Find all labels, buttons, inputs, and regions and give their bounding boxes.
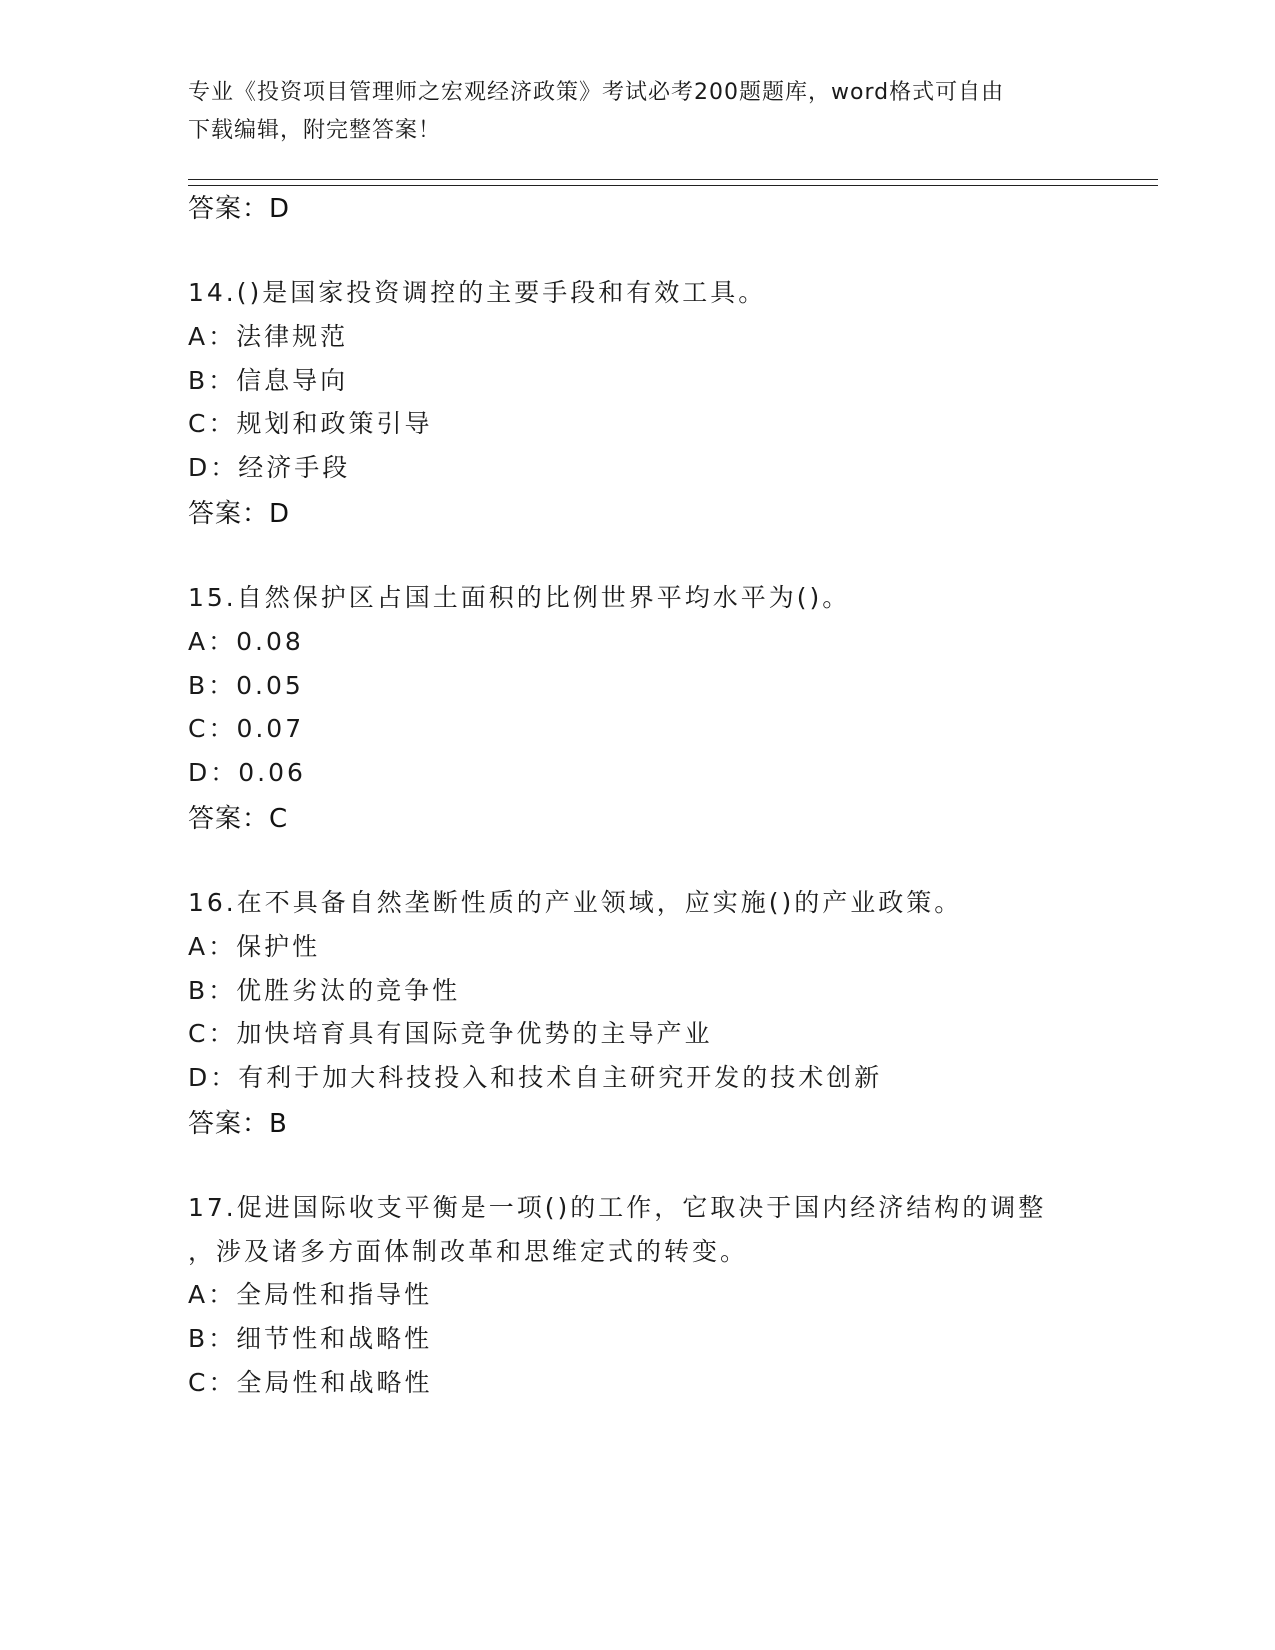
answer-16: 答案：B <box>188 1109 288 1139</box>
question-16-option-c: C：加快培育具有国际竞争优势的主导产业 <box>188 1019 713 1048</box>
question-15-stem: 15.自然保护区占国土面积的比例世界平均水平为()。 <box>188 583 851 612</box>
question-14-stem: 14.()是国家投资调控的主要手段和有效工具。 <box>188 278 767 307</box>
document-header <box>188 74 1088 150</box>
header-rule-top <box>188 179 1158 180</box>
header-rule-bottom <box>188 185 1158 186</box>
question-17-stem-continued: ，涉及诸多方面体制改革和思维定式的转变。 <box>188 1237 749 1266</box>
answer-13: 答案：D <box>188 194 291 224</box>
question-14-option-d: D：经济手段 <box>188 453 351 482</box>
question-14-option-b: B：信息导向 <box>188 366 349 395</box>
question-17-stem: 17.促进国际收支平衡是一项()的工作，它取决于国内经济结构的调整 <box>188 1193 1047 1222</box>
question-15-option-a: A：0.08 <box>188 627 304 656</box>
question-16-option-b: B：优胜劣汰的竞争性 <box>188 976 461 1005</box>
question-15-option-b: B：0.05 <box>188 671 304 700</box>
question-16-stem: 16.在不具备自然垄断性质的产业领域，应实施()的产业政策。 <box>188 888 963 917</box>
answer-14: 答案：D <box>188 499 291 529</box>
question-16-option-a: A：保护性 <box>188 932 321 961</box>
question-17-option-a: A：全局性和指导性 <box>188 1280 433 1309</box>
question-14-option-a: A：法律规范 <box>188 322 349 351</box>
question-17-option-c: C：全局性和战略性 <box>188 1368 433 1397</box>
header-line-2: 下载编辑，附完整答案！ <box>188 118 442 143</box>
question-16-option-d: D：有利于加大科技投入和技术自主研究开发的技术创新 <box>188 1063 883 1092</box>
question-17-option-b: B：细节性和战略性 <box>188 1324 433 1353</box>
answer-15: 答案：C <box>188 804 289 834</box>
header-line-1: 专业《投资项目管理师之宏观经济政策》考试必考200题题库，word格式可自由 <box>188 80 1005 105</box>
question-14-option-c: C：规划和政策引导 <box>188 409 433 438</box>
question-15-option-d: D：0.06 <box>188 758 306 787</box>
question-15-option-c: C：0.07 <box>188 714 305 743</box>
